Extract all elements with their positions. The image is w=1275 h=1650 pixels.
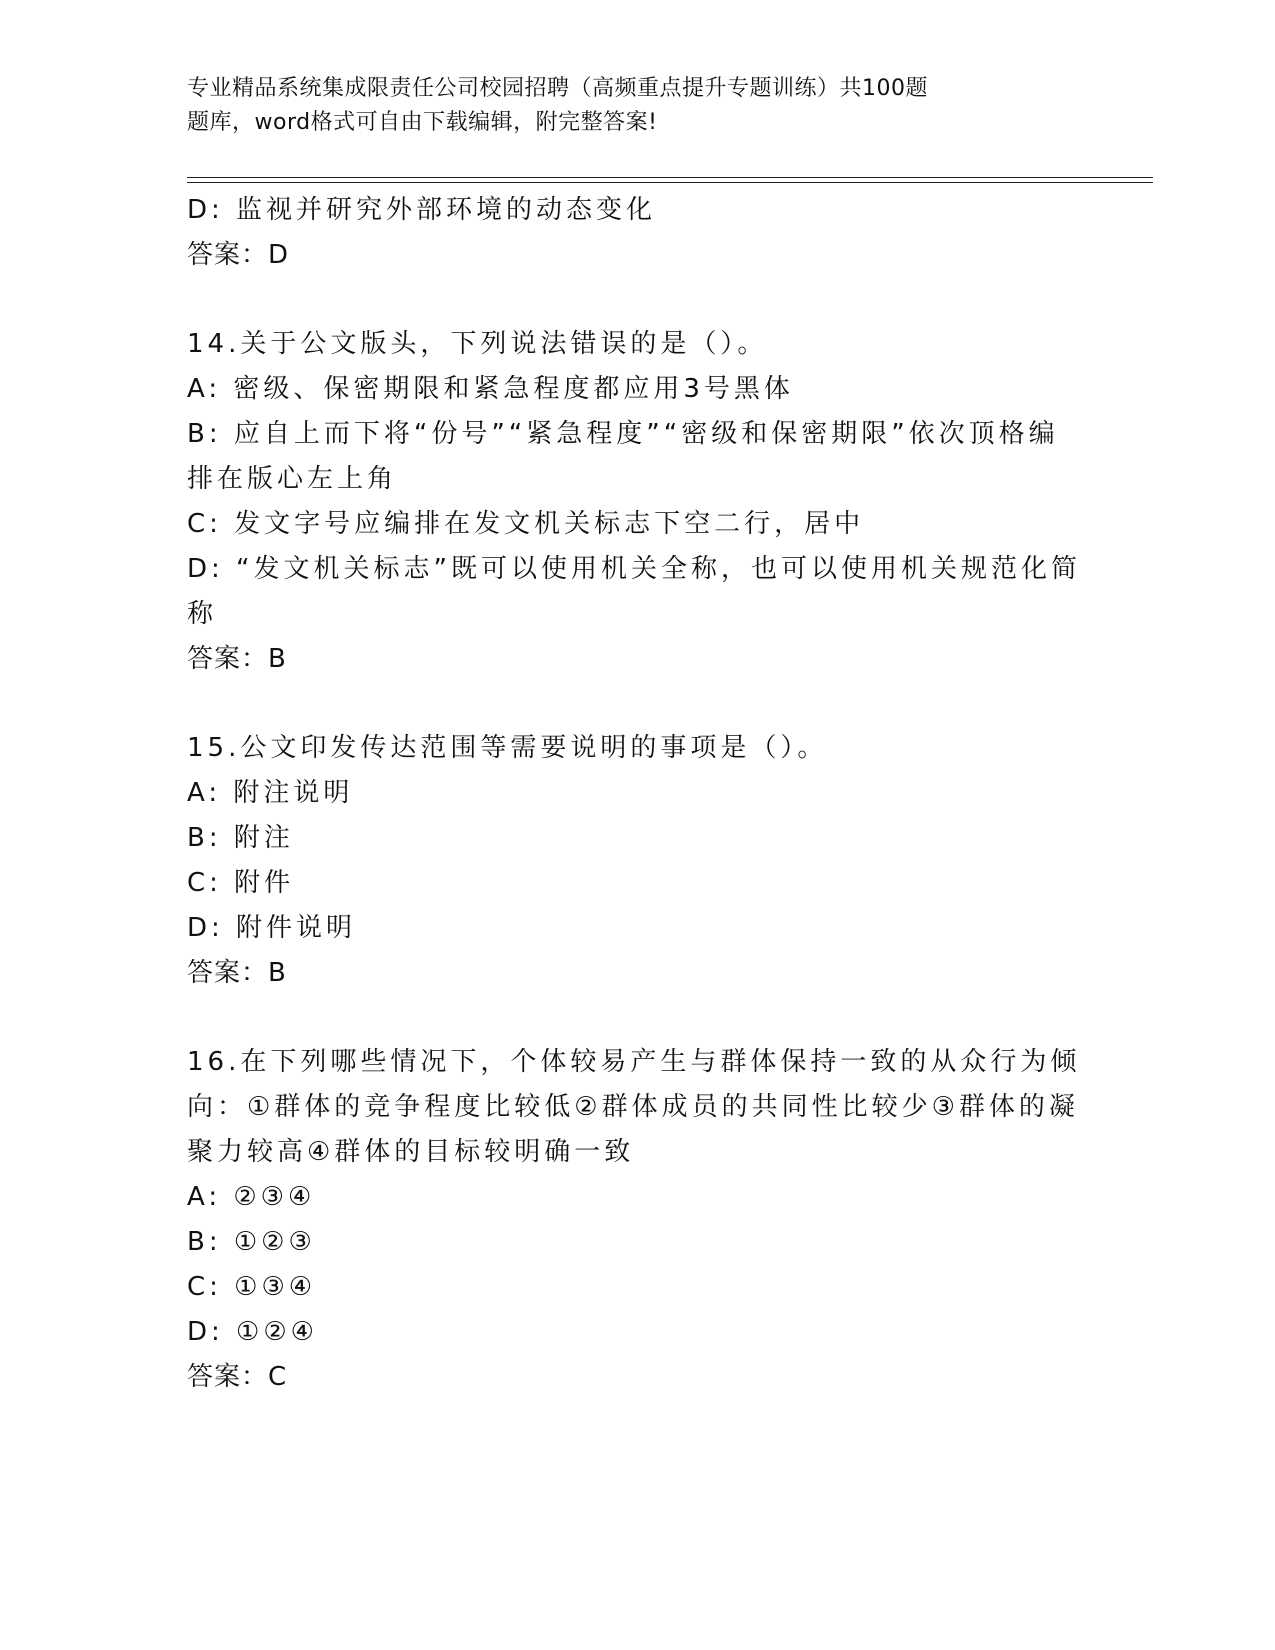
option-b: B: ①②③ <box>187 1227 316 1257</box>
answer-line: 答案：B <box>187 958 287 988</box>
question-stem: 15.公文印发传达范围等需要说明的事项是（）。 <box>187 733 828 763</box>
answer-line: 答案：B <box>187 644 287 674</box>
question-15 <box>187 726 1087 996</box>
spacer <box>187 682 1087 726</box>
answer-line: 答案：D <box>187 240 290 270</box>
question-16 <box>187 1040 1087 1400</box>
option-d: D: 监视并研究外部环境的动态变化 <box>187 195 657 225</box>
answer-line: 答案：C <box>187 1362 288 1392</box>
option-a: A: 附注说明 <box>187 778 354 808</box>
option-d: D: 附件说明 <box>187 913 357 943</box>
option-d: D: ①②④ <box>187 1317 318 1347</box>
header-title-line-1: 专业精品系统集成限责任公司校园招聘（高频重点提升专题训练）共100题 <box>187 76 928 101</box>
header-divider-top <box>187 177 1153 178</box>
question-stem: 16.在下列哪些情况下，个体较易产生与群体保持一致的从众行为倾向：①群体的竞争程度比较低②群体成员的共同性比较少③群体的凝聚力较高④群体的目标较明确一致 <box>187 1047 1081 1167</box>
page-header <box>187 72 1027 140</box>
spacer <box>187 278 1087 322</box>
option-d: D: “发文机关标志”既可以使用机关全称，也可以使用机关规范化简称 <box>187 554 1081 629</box>
question-14 <box>187 322 1087 682</box>
option-a: A: ②③④ <box>187 1182 316 1212</box>
spacer <box>187 996 1087 1040</box>
header-title-line-2: 题库，word格式可自由下载编辑，附完整答案! <box>187 110 658 135</box>
header-divider-bottom <box>187 182 1153 183</box>
question-content <box>187 188 1087 1400</box>
option-c: C: ①③④ <box>187 1272 317 1302</box>
option-a: A: 密级、保密期限和紧急程度都应用3号黑体 <box>187 374 794 404</box>
option-c: C: 发文字号应编排在发文机关标志下空二行，居中 <box>187 509 865 539</box>
question-stem: 14.关于公文版头，下列说法错误的是（）。 <box>187 329 768 359</box>
option-c: C: 附件 <box>187 868 295 898</box>
option-b: B: 应自上而下将“份号”“紧急程度”“密级和保密期限”依次顶格编排在版心左上角 <box>187 419 1059 494</box>
previous-question-tail <box>187 188 1087 278</box>
option-b: B: 附注 <box>187 823 294 853</box>
